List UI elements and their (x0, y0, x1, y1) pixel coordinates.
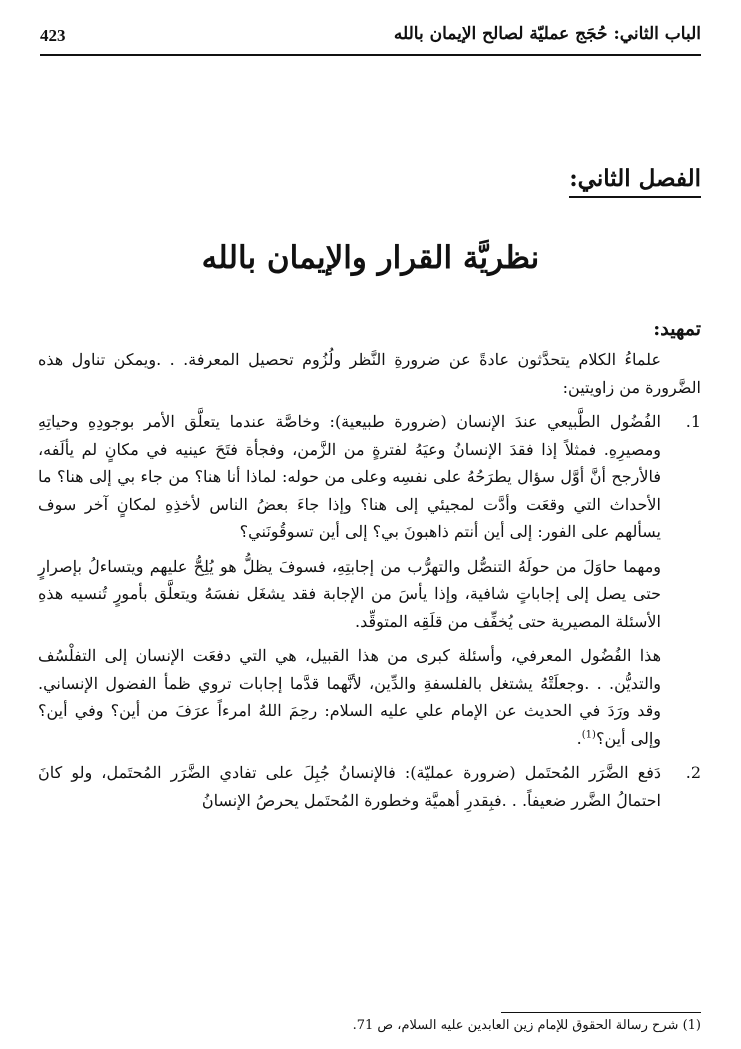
paragraph-two: ومهما حاوَلَ من حولَهُ التنصُّل والتهرُّب من إجابتِهِ، فسوفَ يظلُّ هو يُلِحُّ عليهم ويتساءلُ بإصرارٍ حتى يصل إلى إجاباتٍ شافية، وإذا يأسَ من الإجابة فقد يشغَل نفسَهُ ويتعلَّق بأمورٍ تُنسيه هذهِ الأسئلة المصيرية حتى يُخفِّف من قلَقِه المتوقِّد. (38, 556, 661, 631)
footnote: (1) شرح رسالة الحقوق للإمام زين العابدين عليه السلام، ص 71. (352, 1018, 701, 1033)
list-number: 1. (685, 412, 701, 431)
page-header (40, 20, 701, 56)
chapter-label: الفصل الثاني: (569, 165, 701, 198)
paragraph-three-end: . (576, 728, 582, 748)
intro-paragraph: علماءُ الكلام يتحدَّثون عادةً عن ضرورةِ النَّظر ولُزُوم تحصيل المعرفة. . .ويمكن تناول هذه الضَّرورة من زاويتين: (38, 350, 701, 397)
list-number: 2. (685, 763, 701, 782)
paragraph-three (38, 642, 661, 752)
intro-label: تمهيد: (653, 318, 701, 340)
footnote-divider (501, 1012, 701, 1013)
chapter-title: نظريَّة القرار والإيمان بالله (201, 240, 540, 276)
list-item-text: دَفع الضَّرَر المُحتَمل (ضرورة عمليّة): فالإنسانُ جُبِلَ على تفادي الضَّرَر المُحتَمل، ولو كانَ احتمالُ الضَّرر ضعيفاً. . .فبِقدرِ أهميَّة وخطورة المُحتَمل يحرصُ الإنسانُ (38, 763, 661, 810)
list-item-2 (38, 759, 701, 814)
page-number: 423 (40, 26, 66, 45)
paragraph-three-text: هذا الفُضُول المعرفي، وأسئلة كبرى من هذا القبيل، هي التي دفعَت الإنسان إلى التفلْسُف والتديُّن. . .وجعلَتْهُ يشتغل بالفلسفةِ والدِّين، لأنَّهما قدَّما إجابات تروي ظمأ الفضول الإنساني. وقد ورَدَ في الحديث عن الإمام علي عليه السلام: رحِمَ اللهُ امرءاً عرَفَ من أين؟ وفي أين؟ وإلى أين؟ (38, 646, 661, 748)
list-item-text: الفُضُول الطَّبيعي عندَ الإنسان (ضرورة طبيعية): وخاصَّة عندما يتعلَّق الأمر بوجودِهِ وحياتِهِ ومصيرِهِ. فمثلاً إذا فقدَ الإنسانُ وعيَهُ لفترةٍ من الزَّمن، وفجأة فتَحَ عينيه في مكانٍ لم يألَفه، فالأرجح أنَّ أوَّل سؤال يطرَحُهُ على نفسِه وعلى من حوله: لماذا أنا هنا؟ من جاء بي إلى هنا؟ ما الأحداث التي وقعَت وأدَّت لمجيئي إلى هنا؟ وإذا جاءَ بعضُ الناس لأخذِهِ لمكانٍ آخر سوف يسألهم على الفور: إلى أين أنتم ذاهبونَ بي؟ إلى أين تسوقُونَني؟ (38, 412, 661, 541)
running-title: الباب الثاني: حُجَج عمليّة لصالح الإيمان بالله (393, 24, 701, 44)
body-text (38, 346, 701, 814)
list-item-1 (38, 408, 701, 752)
footnote-ref: (1) (581, 729, 596, 741)
